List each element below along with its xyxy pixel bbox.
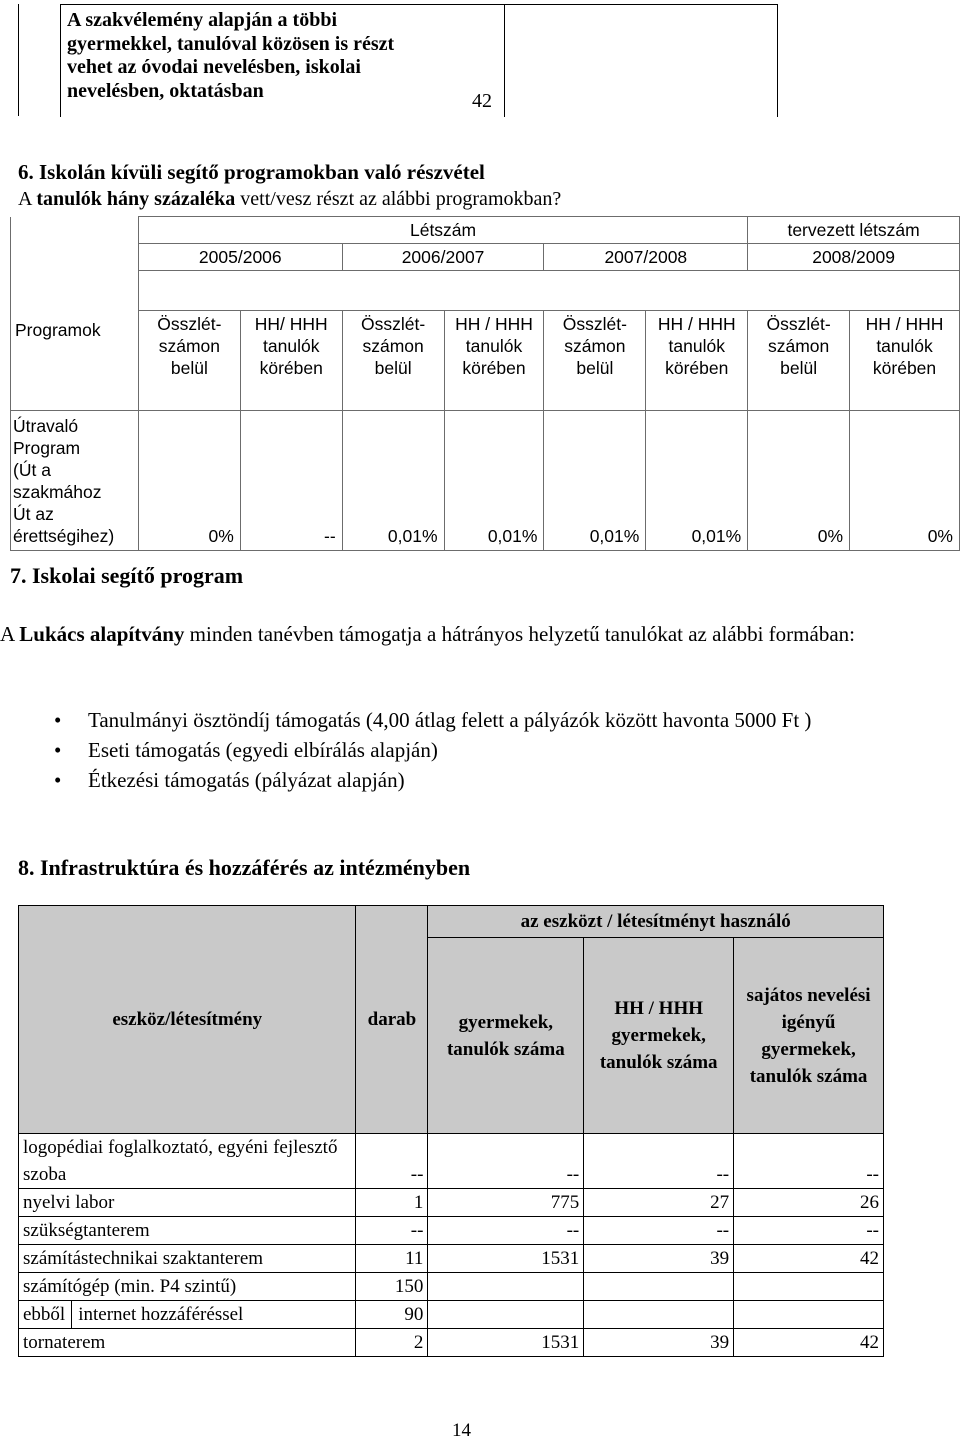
col-label-7: Összlét- számon belül [748,311,850,411]
year-2007: 2007/2008 [544,244,748,271]
row-name [19,1301,356,1329]
row-name: nyelvi labor [19,1189,356,1217]
row-label-utravalo: Útravaló Program (Út a szakmához Út az érettségihez) [11,411,139,551]
row-value: 0,01% [544,411,646,551]
section7-paragraph [0,619,900,649]
infrastructure-table [18,905,884,1357]
row-name-prefix: ebből [23,1304,66,1325]
section6-subtitle-a: A [18,188,37,210]
row-darab: 1 [356,1189,428,1217]
col-header-gyermekek: gyermekek, tanulók száma [428,938,584,1134]
row-hh [584,1301,734,1329]
row-name: számítógép (min. P4 szintű) [19,1273,356,1301]
row-value: 0,01% [444,411,544,551]
row-sajatos [734,1273,884,1301]
section7-para-bold: Lukács alapítvány [19,622,185,646]
section7-para-b: minden tanévben támogatja a hátrányos helyzetű tanulókat az alábbi formában: [184,622,855,646]
col-header-darab: darab [356,906,428,1134]
row-darab: -- [356,1217,428,1245]
row-sajatos: -- [734,1217,884,1245]
row-value: 0,01% [646,411,748,551]
col-label-8: HH / HHH tanulók körében [850,311,960,411]
support-item: • Eseti támogatás (egyedi elbírálás alapján) [54,735,894,765]
prev-table-cell-value: 42 [472,90,492,112]
row-gyermekek [428,1301,584,1329]
support-item: • Tanulmányi ösztöndíj támogatás (4,00 átlag felett a pályázók között havonta 5000 Ft ) [54,705,894,735]
row-name: számítástechnikai szaktanterem [19,1245,356,1273]
row-gyermekek: -- [428,1134,584,1189]
col-header-sajatos: sajátos nevelési igényű gyermekek, tanulók száma [734,938,884,1134]
row-gyermekek: -- [428,1217,584,1245]
row-sajatos: 42 [734,1329,884,1357]
row-value: 0% [138,411,240,551]
row-name: szükségtanterem [19,1217,356,1245]
row-sajatos: 26 [734,1189,884,1217]
row-darab: 2 [356,1329,428,1357]
row-darab: 150 [356,1273,428,1301]
prev-table-fragment [60,4,778,117]
row-sajatos: 42 [734,1245,884,1273]
col-label-5: Összlét- számon belül [544,311,646,411]
section7-para-a: A [0,622,20,646]
row-gyermekek: 1531 [428,1245,584,1273]
section8-heading: 8. Infrastruktúra és hozzáférés az intézményben [18,855,471,880]
col-label-2: HH/ HHH tanulók körében [240,311,342,411]
page-number: 14 [452,1420,471,1441]
section6-heading: 6. Iskolán kívüli segítő programokban való részvétel [18,160,485,184]
row-gyermekek [428,1273,584,1301]
section6-subtitle-b: vett/vesz részt az alábbi programokban? [235,188,562,210]
row-gyermekek: 775 [428,1189,584,1217]
programok-header-top [11,217,139,311]
programok-label: Programok [11,311,139,411]
row-value: 0,01% [342,411,444,551]
col-header-group: az eszközt / létesítményt használó [428,906,884,938]
letszam-header: Létszám [138,217,747,244]
col-label-1: Összlét- számon belül [138,311,240,411]
row-hh [584,1273,734,1301]
col-label-6: HH / HHH tanulók körében [646,311,748,411]
year-2005: 2005/2006 [138,244,342,271]
support-list [54,705,894,795]
year-2008: 2008/2009 [748,244,960,271]
row-value: -- [240,411,342,551]
col-label-4: HH / HHH tanulók körében [444,311,544,411]
row-name: tornaterem [19,1329,356,1357]
section7-heading: 7. Iskolai segítő program [10,563,244,588]
row-hh: 39 [584,1245,734,1273]
row-sajatos: -- [734,1134,884,1189]
page-left-rule [18,4,19,116]
row-name-sub: internet hozzáféréssel [71,1301,243,1328]
spacer-cell [138,271,959,311]
col-header-eszkoz: eszköz/létesítmény [19,906,356,1134]
row-hh: -- [584,1217,734,1245]
programs-table [10,216,960,551]
support-item: • Étkezési támogatás (pályázat alapján) [54,765,894,795]
row-darab: 11 [356,1245,428,1273]
year-2006: 2006/2007 [342,244,544,271]
row-gyermekek: 1531 [428,1329,584,1357]
row-darab: 90 [356,1301,428,1329]
tervezett-header: tervezett létszám [748,217,960,244]
row-value: 0% [850,411,960,551]
row-value: 0% [748,411,850,551]
prev-table-cell-text: A szakvélemény alapján a többi gyermekkel, tanulóval közösen is részt vehet az óvodai nevelésben, iskolai nevelésben, oktatásban [67,9,395,102]
row-darab: -- [356,1134,428,1189]
row-hh: 39 [584,1329,734,1357]
row-name: logopédiai foglalkoztató, egyéni fejlesztő szoba [19,1134,356,1189]
row-hh: 27 [584,1189,734,1217]
row-sajatos [734,1301,884,1329]
col-header-hh: HH / HHH gyermekek, tanulók száma [584,938,734,1134]
section6-subtitle [18,188,561,211]
section6-subtitle-bold: tanulók hány százaléka [36,188,236,210]
col-label-3: Összlét- számon belül [342,311,444,411]
row-hh: -- [584,1134,734,1189]
